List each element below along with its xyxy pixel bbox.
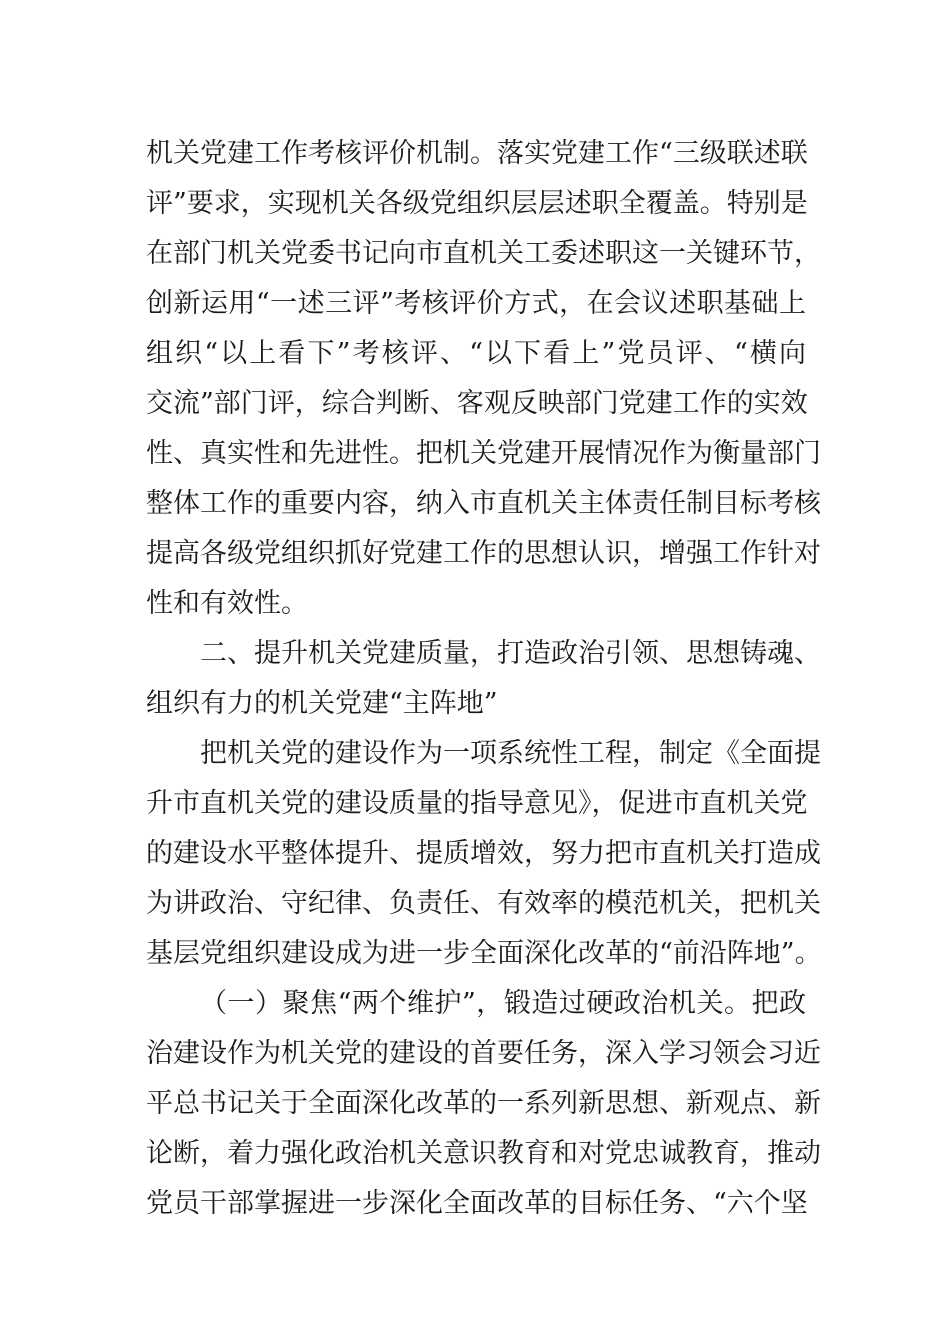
text-line-5: 组织“以上看下”考核评、“以下看上”党员评、“横向	[146, 338, 806, 369]
text-line-9: 提高各级党组织抓好党建工作的思想认识，增强工作针对	[146, 538, 821, 569]
text-line-17: 基层党组织建设成为进一步全面深化改革的“前沿阵地”。	[146, 938, 822, 969]
text-line-20: 平总书记关于全面深化改革的一系列新思想、新观点、新	[146, 1088, 821, 1119]
section-heading-line-1: 二、提升机关党建质量，打造政治引领、思想铸魂、	[200, 638, 821, 669]
text-line-16: 为讲政治、守纪律、负责任、有效率的模范机关，把机关	[146, 888, 821, 919]
text-line-3: 在部门机关党委书记向市直机关工委述职这一关键环节，	[146, 238, 821, 269]
text-line-22: 党员干部掌握进一步深化全面改革的目标任务、“六个坚	[146, 1188, 808, 1219]
text-line-19: 治建设作为机关党的建设的首要任务，深入学习领会习近	[146, 1038, 821, 1069]
text-line-15: 的建设水平整体提升、提质增效，努力把市直机关打造成	[146, 838, 821, 869]
subsection-line-1: （一）聚焦“两个维护”，锻造过硬政治机关。把政	[200, 988, 806, 1019]
text-line-10: 性和有效性。	[146, 588, 308, 619]
section-heading-line-2: 组织有力的机关党建“主阵地”	[146, 688, 498, 719]
text-line-1: 机关党建工作考核评价机制。落实党建工作“三级联述联	[146, 138, 808, 169]
text-line-14: 升市直机关党的建设质量的指导意见》，促进市直机关党	[146, 788, 808, 819]
text-line-13: 把机关党的建设作为一项系统性工程，制定《全面提	[200, 738, 821, 769]
text-line-21: 论断，着力强化政治机关意识教育和对党忠诚教育，推动	[146, 1138, 821, 1169]
text-line-2: 评”要求，实现机关各级党组织层层述职全覆盖。特别是	[146, 188, 808, 219]
text-line-8: 整体工作的重要内容，纳入市直机关主体责任制目标考核	[146, 488, 821, 519]
text-line-7: 性、真实性和先进性。把机关党建开展情况作为衡量部门	[146, 438, 821, 469]
text-line-4: 创新运用“一述三评”考核评价方式，在会议述职基础上	[146, 288, 806, 319]
text-line-6: 交流”部门评，综合判断、客观反映部门党建工作的实效	[146, 388, 808, 419]
